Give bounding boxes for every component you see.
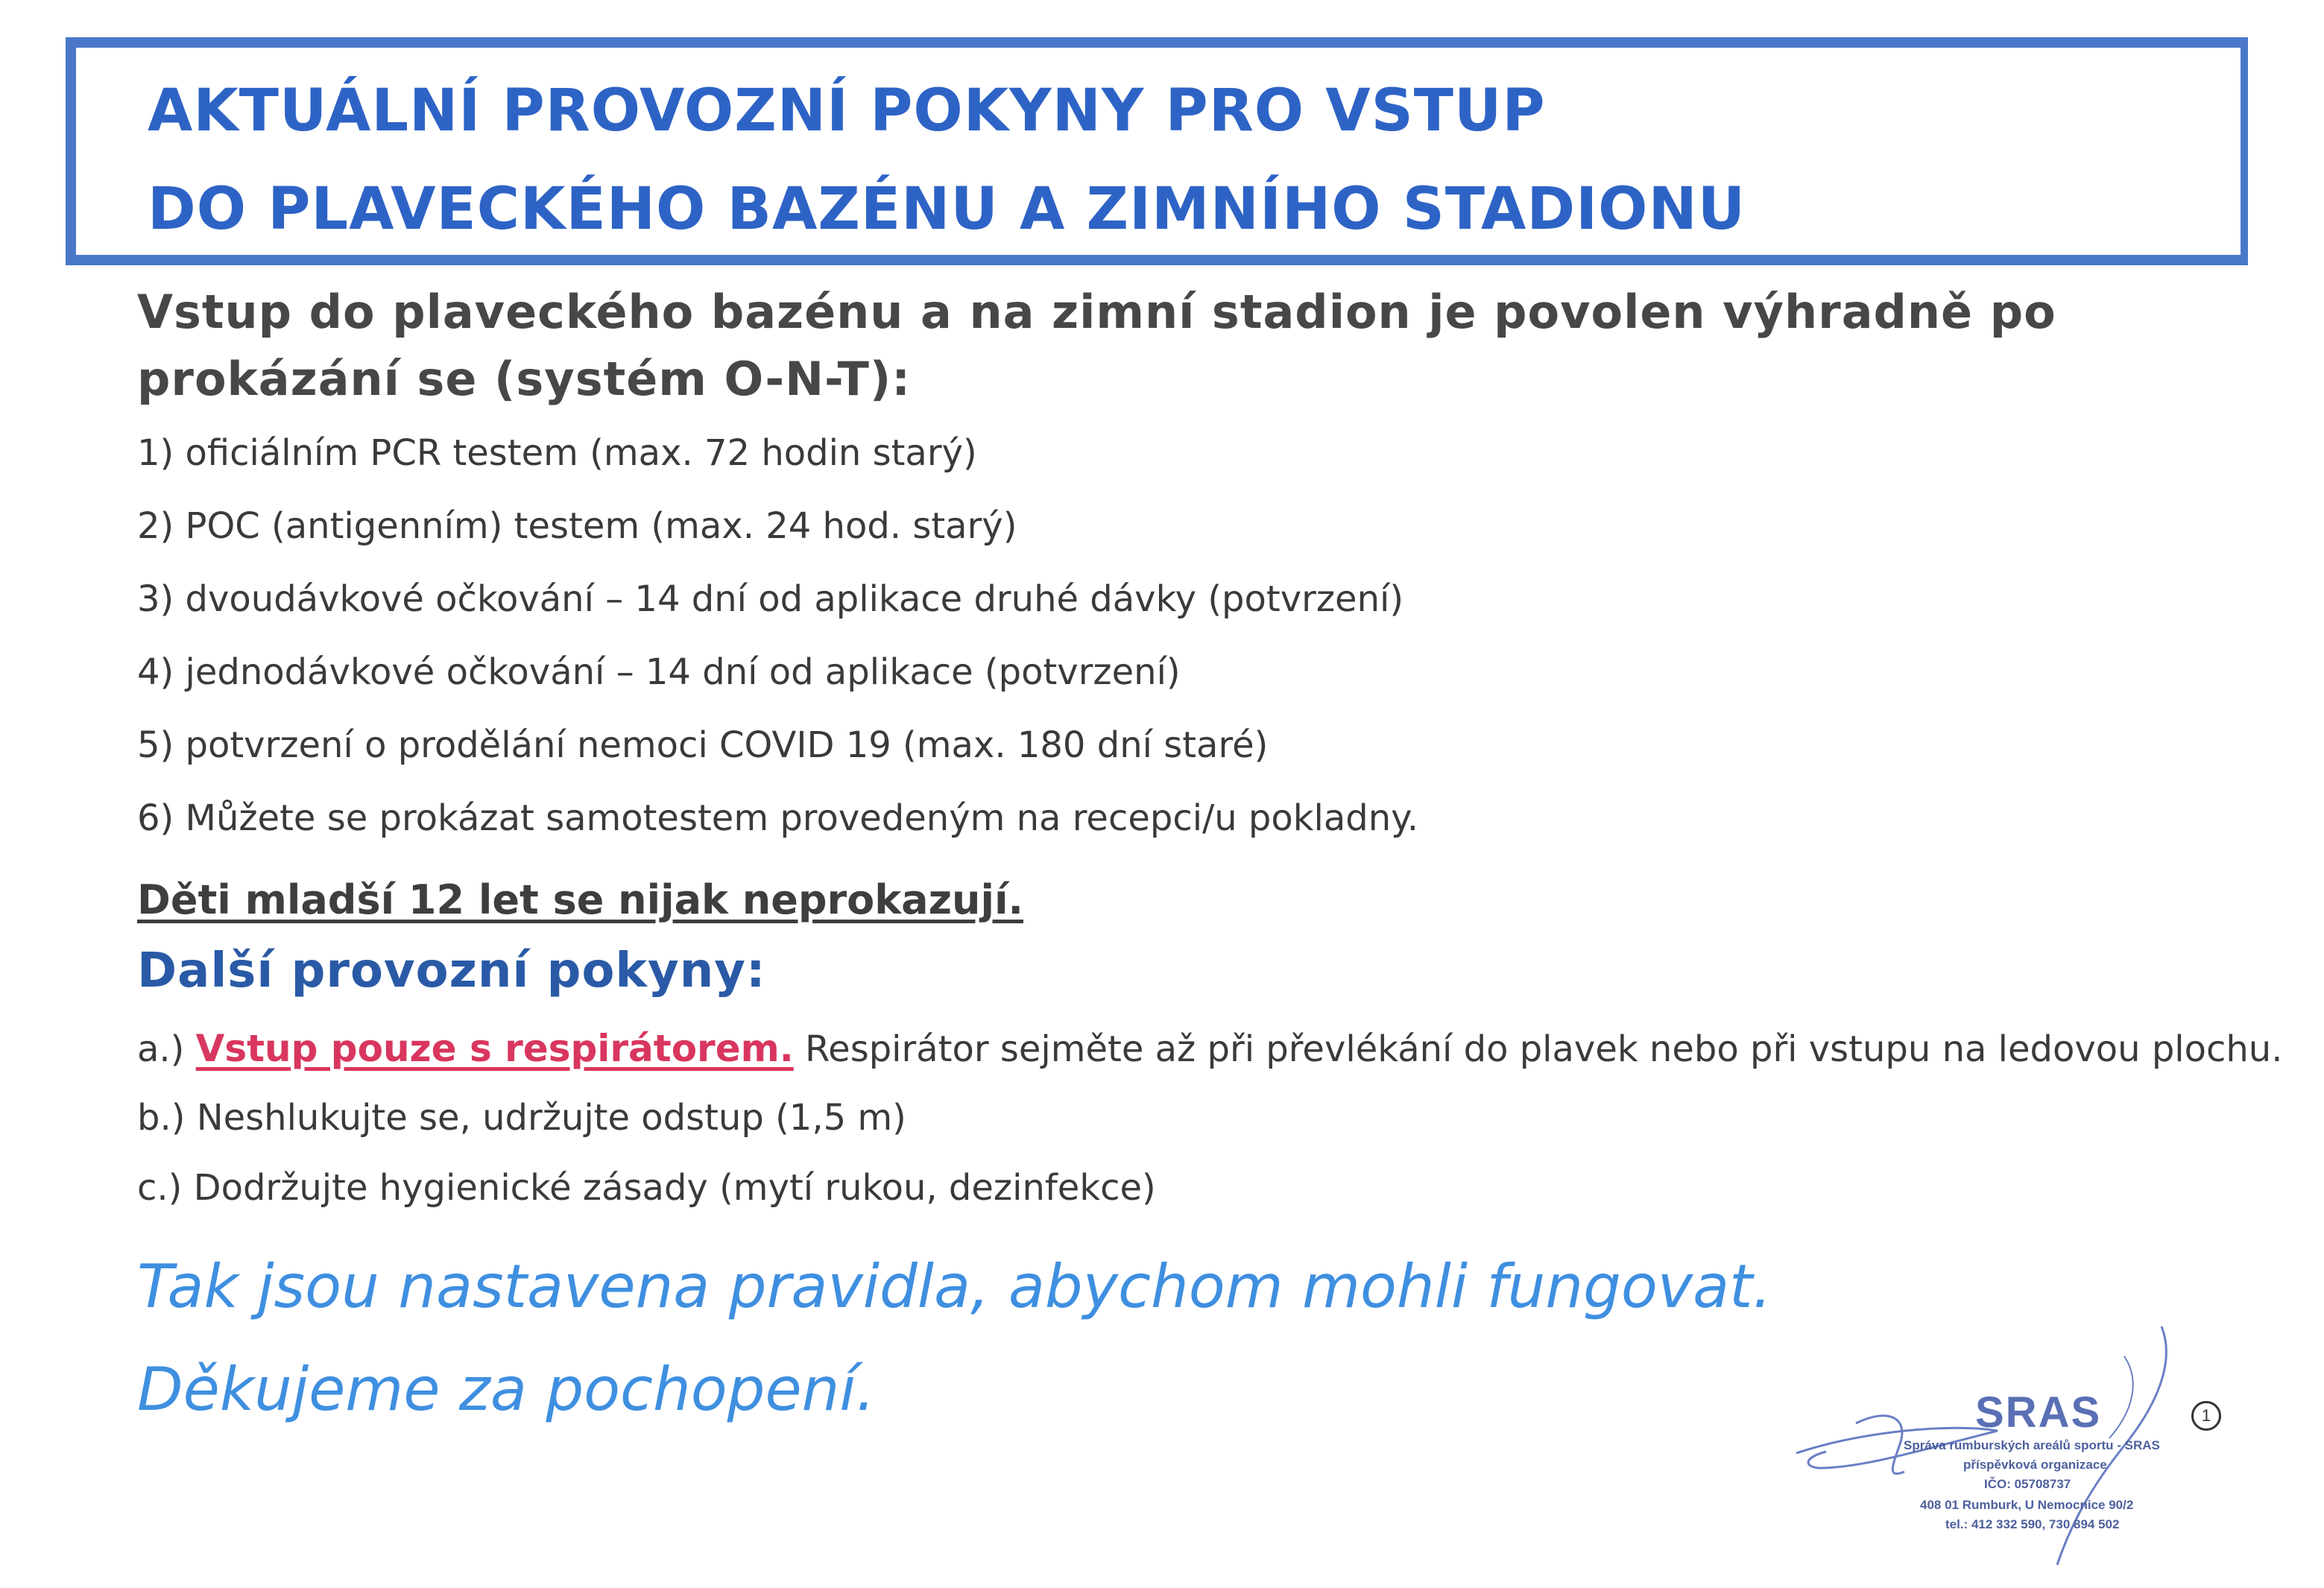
rule-b: b.) Neshlukujte se, udržujte odstup (1,5 m) — [137, 1097, 906, 1139]
stamp-brand: SRAS — [1975, 1388, 2102, 1437]
rule-a-prefix: a.) — [137, 1028, 196, 1070]
organization-stamp — [1774, 1319, 2236, 1572]
rule-a-text: Respirátor sejměte až při převlékání do plavek nebo při vstupu na ledovou plochu. — [793, 1028, 2283, 1070]
list-item: 1) oficiálním PCR testem (max. 72 hodin starý) — [137, 432, 977, 474]
list-item: 5) potvrzení o prodělání nemoci COVID 19 (max. 180 dní staré) — [137, 724, 1269, 766]
stamp-line-3: IČO: 05708737 — [1984, 1477, 2071, 1491]
intro-line-1: Vstup do plaveckého bazénu a na zimní stadion je povolen výhradně po — [137, 285, 2056, 339]
closing-line-1: Tak jsou nastavena pravidla, abychom mohli fungovat. — [137, 1252, 1772, 1321]
title-line-1: AKTUÁLNÍ PROVOZNÍ POKYNY PRO VSTUP — [148, 77, 1546, 145]
list-item: 2) POC (antigenním) testem (max. 24 hod. starý) — [137, 505, 1017, 547]
list-item: 6) Můžete se prokázat samotestem provedeným na recepci/u pokladny. — [137, 797, 1418, 839]
stamp-line-1: Správa rumburských areálů sportu - SRAS — [1904, 1438, 2160, 1452]
title-box — [66, 37, 2248, 265]
children-note: Děti mladší 12 let se nijak neprokazují. — [137, 876, 1023, 923]
page-number-circle: 1 — [2191, 1401, 2221, 1431]
respirator-highlight: Vstup pouze s respirátorem. — [195, 1027, 794, 1070]
list-item: 4) jednodávkové očkování – 14 dní od aplikace (potvrzení) — [137, 651, 1181, 693]
stamp-line-4: 408 01 Rumburk, U Nemocnice 90/2 — [1920, 1498, 2134, 1512]
closing-line-2: Děkujeme za pochopení. — [137, 1355, 876, 1424]
intro-line-2: prokázání se (systém O-N-T): — [137, 352, 912, 406]
list-item: 3) dvoudávkové očkování – 14 dní od aplikace druhé dávky (potvrzení) — [137, 578, 1404, 620]
stamp-line-5: tel.: 412 332 590, 730 894 502 — [1945, 1517, 2120, 1531]
rule-c: c.) Dodržujte hygienické zásady (mytí rukou, dezinfekce) — [137, 1167, 1156, 1209]
further-rules-heading: Další provozní pokyny: — [137, 943, 766, 999]
stamp-line-2: příspěvková organizace — [1963, 1458, 2107, 1472]
rule-a — [137, 1027, 2282, 1070]
title-line-2: DO PLAVECKÉHO BAZÉNU A ZIMNÍHO STADIONU — [148, 176, 1746, 243]
